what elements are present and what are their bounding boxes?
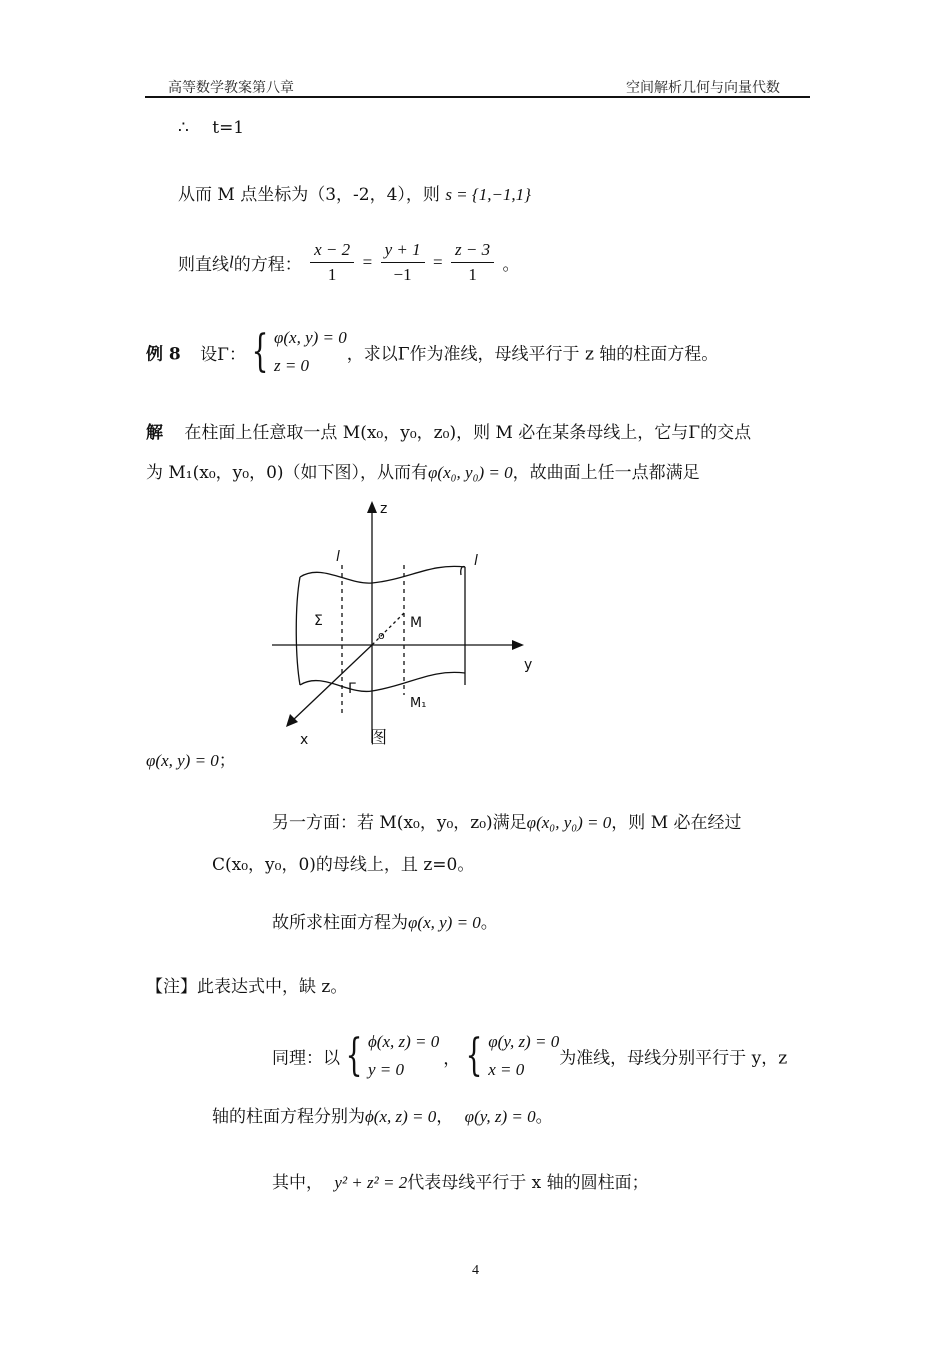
equals-2: = xyxy=(433,252,443,272)
header-left: 高等数学教案第八章 xyxy=(168,80,294,96)
among-line: 其中， y² + z² = 2代表母线平行于 x 轴的圆柱面； xyxy=(272,1173,649,1193)
system-2: φ(y, z) = 0 x = 0 xyxy=(488,1032,560,1079)
example-8 xyxy=(146,324,718,380)
example-rest: ，求以Γ作为准线，母线平行于 z 轴的柱面方程。 xyxy=(346,344,719,365)
t-value: t=1 xyxy=(212,118,245,138)
equals-1: = xyxy=(362,252,373,272)
therefore-symbol: ∴ xyxy=(178,118,189,138)
other-side-line-1: 另一方面：若 M(x₀，y₀，z₀)满足φ(x₀, y₀) = 0，则 M 必在经过 xyxy=(272,813,742,833)
solution-text-1: 在柱面上任意取一点 M(x₀，y₀，z₀)，则 M 必在某条母线上，它与Γ的交点 xyxy=(184,423,752,443)
figure-caption: 图 xyxy=(370,728,387,748)
top-curve xyxy=(300,566,465,583)
line-eq-prefix: 则直线 xyxy=(178,255,229,275)
left-edge xyxy=(296,577,300,685)
same-line: 同理：以 { ϕ(x, z) = 0 y = 0 ， { φ(y, z) = 0 x = 0 为准线，母线分别平行于 y，z xyxy=(272,1028,787,1084)
x-label: x xyxy=(300,732,309,748)
x-arrow xyxy=(286,714,298,727)
note-line: 【注】此表达式中，缺 z。 xyxy=(146,977,348,997)
line-equation xyxy=(178,238,520,287)
z-arrow xyxy=(367,501,377,513)
sigma-label: Σ xyxy=(314,613,323,629)
page-number: 4 xyxy=(472,1263,479,1278)
fraction-x: $\frac{x - 2}{1}$ xyxy=(310,238,354,287)
line-eq-period: 。 xyxy=(502,255,520,275)
y-label: y xyxy=(524,657,533,673)
axis-line: 轴的柱面方程分别为ϕ(x, z) = 0， φ(y, z) = 0。 xyxy=(212,1107,553,1127)
solution-line-2: 为 M₁(x₀，y₀，0)（如下图），从而有φ(x₀, y₀) = 0，故曲面上任一点都满足 xyxy=(146,463,700,483)
solution-label: 解 xyxy=(146,423,163,443)
example-system: φ(x, y) = 0 z = 0 xyxy=(273,328,347,375)
header-rule xyxy=(145,96,810,98)
therefore-line xyxy=(178,118,244,138)
header-right: 空间解析几何与向量代数 xyxy=(626,80,780,96)
m-coordinate-line xyxy=(178,180,531,205)
m-label: M xyxy=(410,615,423,631)
y-arrow xyxy=(512,640,524,650)
example-set: 设Γ： xyxy=(200,344,246,365)
line-eq-mid: 的方程： xyxy=(233,255,302,275)
cylinder-figure xyxy=(260,495,550,755)
l-right-label: l xyxy=(474,553,478,569)
fraction-y: $\frac{y + 1}{-1}$ xyxy=(381,238,425,287)
brace-2: { xyxy=(465,1030,483,1081)
gamma-curve xyxy=(300,672,465,691)
example-label: 例 8 xyxy=(146,344,181,365)
l-left-label: l xyxy=(336,549,340,565)
z-label: z xyxy=(380,501,388,517)
left-brace: { xyxy=(251,326,269,377)
m-coordinate-text: 从而 M 点坐标为（3，-2，4），则 xyxy=(178,185,440,205)
system-1: ϕ(x, z) = 0 y = 0 xyxy=(368,1032,440,1079)
gamma-label: Γ xyxy=(348,681,356,697)
s-vector: s = {1,−1,1} xyxy=(445,185,531,204)
m1-label: M₁ xyxy=(410,696,427,711)
solution-line-1 xyxy=(146,418,751,443)
fraction-z: $\frac{z - 3}{1}$ xyxy=(451,238,494,287)
phi-line: φ(x, y) = 0； xyxy=(146,751,236,771)
result-line: 故所求柱面方程为φ(x, y) = 0。 xyxy=(272,913,498,933)
origin-label: o xyxy=(378,629,385,642)
dash-to-origin xyxy=(372,613,404,645)
line-eq-l: l xyxy=(229,252,234,272)
brace-1: { xyxy=(345,1030,363,1081)
other-side-line-2: C(x₀，y₀，0)的母线上，且 z=0。 xyxy=(212,855,475,875)
